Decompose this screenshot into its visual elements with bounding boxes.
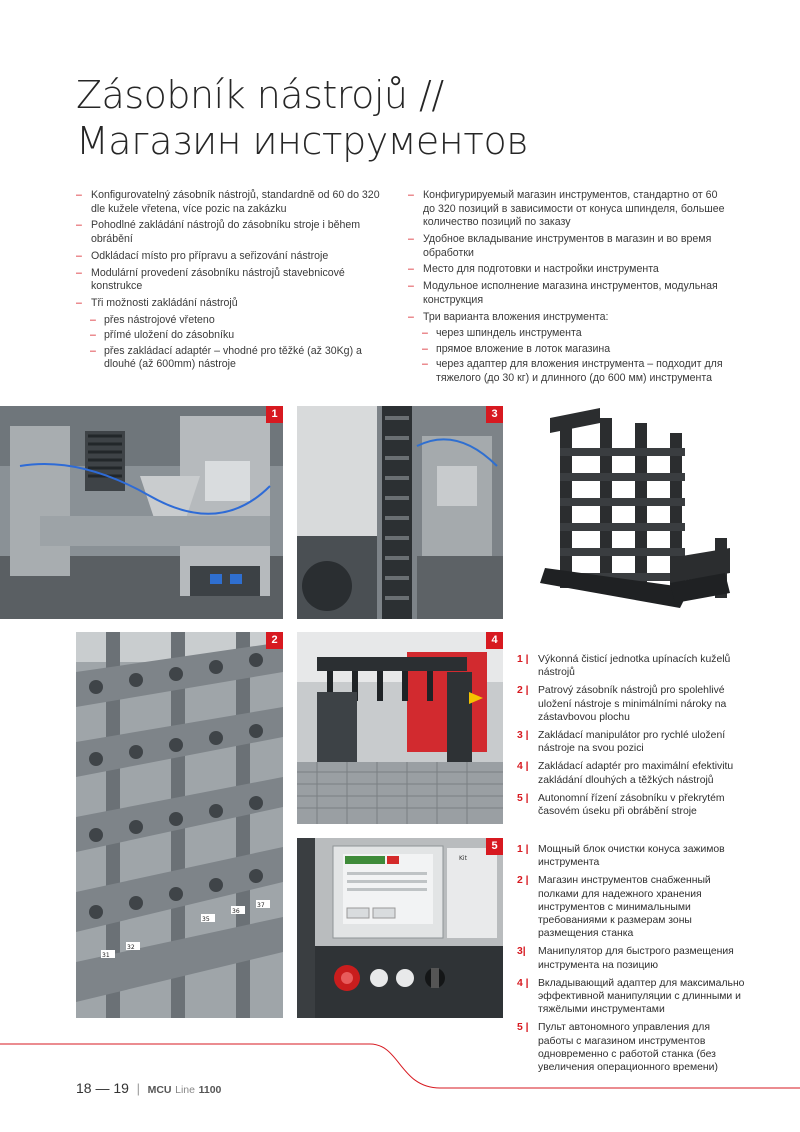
- tool-label: 36: [232, 908, 240, 915]
- caption-item: 2 | Patrový zásobník nástrojů pro spolehlivé uložení nástroje s minimálními nároky na zástavbovou plochu: [517, 685, 727, 723]
- list-subitem: – přímé uložení do zásobníku: [90, 329, 235, 342]
- footer-separator: |: [136, 1081, 140, 1096]
- list-item: – Модульное исполнение магазина инструментов, модульная конструкция: [408, 280, 718, 306]
- list-item: – Tři možnosti zakládání nástrojů: [76, 296, 238, 309]
- photo-tool-shelves: [76, 632, 283, 1018]
- page-footer: [76, 1080, 221, 1096]
- footer-brand: MCU: [147, 1084, 172, 1096]
- photo-badge: 5: [486, 838, 503, 855]
- photo-manipulator: [297, 406, 503, 619]
- title-line-russian: Магазин инструментов: [76, 119, 529, 163]
- photo-badge: 4: [486, 632, 503, 649]
- list-subitem: – через адаптер для вложения инструмента – подходит для тяжелого (до 30 кг) и длинного (до 600 мм) инструмента: [422, 358, 723, 385]
- footer-line: Line: [175, 1084, 195, 1096]
- tool-label: 37: [257, 902, 265, 909]
- caption-item: 1 | Мощный блок очистки конуса зажимов инструмента: [517, 844, 725, 869]
- photo-badge: 1: [266, 406, 283, 423]
- footer-model: 1100: [198, 1084, 222, 1096]
- photo-badge: 2: [266, 632, 283, 649]
- list-subitem: – прямое вложение в лоток магазина: [422, 342, 611, 355]
- caption-item: 1 | Výkonná čisticí jednotka upínacích kuželů nástrojů: [517, 654, 731, 679]
- caption-item: 3| Манипулятор для быстрого размещения инструмента на позицию: [517, 946, 734, 971]
- caption-item: 3 | Zakládací manipulátor pro rychlé uložení nástroje na svou pozici: [517, 730, 726, 755]
- russian-feature-list: [408, 189, 726, 388]
- photo-badge: 3: [486, 406, 503, 423]
- title-line-czech: Zásobník nástrojů //: [76, 73, 444, 117]
- caption-item: 4 | Вкладывающий адаптер для максимально эффективной манипуляции с длинными и тяжёлыми инструментами: [517, 977, 745, 1016]
- tool-label: 35: [202, 916, 210, 923]
- list-item: – Удобное вкладывание инструментов в магазин и во время обработки: [408, 232, 712, 259]
- list-item: – Конфигурируемый магазин инструментов, стандартно от 60 до 320 позиций в зависимости от конуса шпинделя, большее количество позиций по заказу: [408, 189, 725, 229]
- list-subitem: – přes zakládací adaptér – vhodné pro těžké (až 30Kg) a dlouhé (až 600mm) nástroje: [90, 344, 362, 371]
- list-item: – Место для подготовки и настройки инструмента: [408, 263, 659, 276]
- list-subitem: – přes nástrojové vřeteno: [90, 313, 215, 326]
- list-subitem: – через шпиндель инструмента: [422, 327, 582, 340]
- page-numbers: 18 — 19: [76, 1080, 129, 1096]
- caption-item: 4 | Zakládací adaptér pro maximální efektivitu zakládání dlouhých a těžkých nástrojů: [517, 761, 734, 786]
- list-item: – Konfigurovatelný zásobník nástrojů, standardně od 60 do 320 dle kuželе vřetena, více pozic na zakázku: [76, 189, 380, 215]
- tool-label: 32: [127, 944, 135, 951]
- list-item: – Modulární provedení zásobníku nástrojů stavebnicové konstrukce: [76, 266, 345, 293]
- list-item: – Три варианта вложения инструмента:: [408, 310, 609, 323]
- panel-label: Kit: [459, 855, 467, 862]
- photo-loading-adapter: [297, 632, 503, 824]
- photo-magazine-frame: [530, 408, 780, 634]
- caption-item: 5 | Autonomní řízení zásobníku v překrytém časovém úseku při obrábění stroje: [517, 792, 725, 818]
- czech-feature-list: [76, 189, 394, 374]
- caption-item: 2 | Магазин инструментов снабженный полками для надежного хранения инструментов с минимальными требованиями к размерам зоны размещения станка: [517, 875, 711, 940]
- page-title: [76, 72, 756, 164]
- photo-cleaning-unit: [0, 406, 283, 619]
- czech-caption-list: [517, 653, 745, 823]
- tool-label: 31: [102, 952, 110, 959]
- list-item: – Odkládací místo pro přípravu a seřizování nástroje: [76, 249, 329, 262]
- list-item: – Pohodlné zakládání nástrojů do zásobníku stroje i během obrábění: [76, 219, 361, 245]
- caption-item: 5 | Пульт автономного управления для работы с магазином инструментов одновременно с работой станка (без увеличения операционного времени): [517, 1022, 718, 1074]
- photo-control-panel: [297, 838, 503, 1018]
